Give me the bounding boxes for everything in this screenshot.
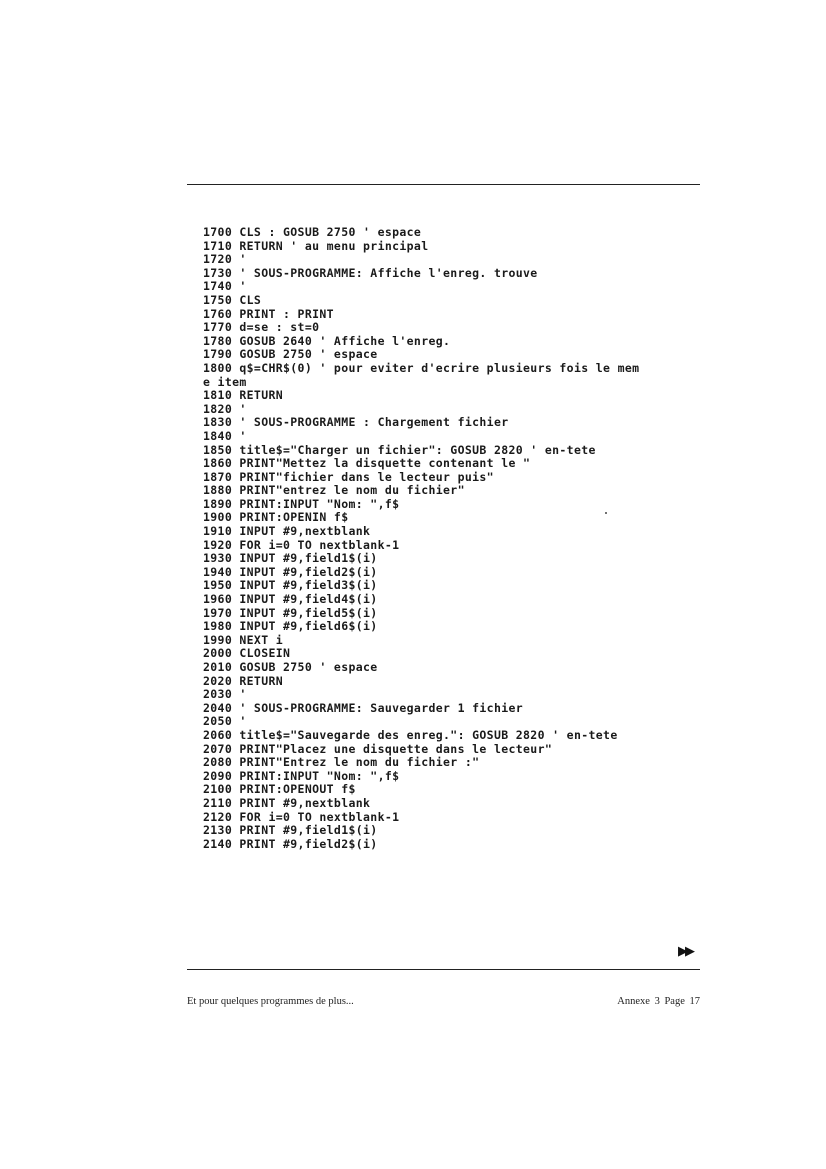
scan-speck [605,512,607,514]
footer-page-number: Annexe 3 Page 17 [617,996,700,1007]
top-rule [187,184,700,185]
code-line: 2100 PRINT:OPENOUT f$ [203,782,356,797]
code-line: 2120 FOR i=0 TO nextblank-1 [203,809,400,824]
code-line: 1900 PRINT:OPENIN f$ [203,510,349,525]
continue-arrows-icon: ▶▶ [678,944,692,959]
code-line: 1820 ' [203,401,247,416]
code-line: 1980 INPUT #9,field6$(i) [203,619,378,634]
code-line: 2060 title$="Sauvegarde des enreg.": GOSUB 2820 ' en-tete [203,727,618,742]
code-line: 1860 PRINT"Mettez la disquette contenant le " [203,456,531,471]
code-line: 1920 FOR i=0 TO nextblank-1 [203,537,400,552]
code-line: 1770 d=se : st=0 [203,320,320,335]
code-line: 1850 title$="Charger un fichier": GOSUB 2820 ' en-tete [203,442,596,457]
code-line: 1830 ' SOUS-PROGRAMME : Chargement fichier [203,415,509,430]
code-line: 1960 INPUT #9,field4$(i) [203,592,378,607]
code-line: 1760 PRINT : PRINT [203,306,334,321]
code-line: 2030 ' [203,687,247,702]
code-line: 2130 PRINT #9,field1$(i) [203,823,378,838]
code-line: 1740 ' [203,279,247,294]
code-line: 1710 RETURN ' au menu principal [203,238,429,253]
code-line: 1970 INPUT #9,field5$(i) [203,605,378,620]
code-line: e item [203,374,247,389]
code-line: 1800 q$=CHR$(0) ' pour eviter d'ecrire plusieurs fois le mem [203,360,640,375]
code-line: 2040 ' SOUS-PROGRAMME: Sauvegarder 1 fichier [203,700,524,715]
basic-code-listing [203,226,703,851]
code-line: 2010 GOSUB 2750 ' espace [203,660,378,674]
code-line: 2110 PRINT #9,nextblank [203,795,371,810]
code-line: 1870 PRINT"fichier dans le lecteur puis" [203,469,494,484]
code-line: 1780 GOSUB 2640 ' Affiche l'enreg. [203,333,451,348]
bottom-rule [187,969,700,970]
code-line: 1880 PRINT"entrez le nom du fichier" [203,483,465,498]
code-line: 2070 PRINT"Placez une disquette dans le lecteur" [203,741,553,756]
code-line: 1950 INPUT #9,field3$(i) [203,578,378,593]
code-line: 2020 RETURN [203,673,284,688]
code-line: 2080 PRINT"Entrez le nom du fichier :" [203,755,480,770]
code-line: 1910 INPUT #9,nextblank [203,524,371,539]
code-line: 2000 CLOSEIN [203,646,291,661]
footer-book-title: Et pour quelques programmes de plus... [187,996,354,1007]
code-line: 1930 INPUT #9,field1$(i) [203,551,378,566]
code-line: 1840 ' [203,428,247,443]
code-line: 1890 PRINT:INPUT "Nom: ",f$ [203,496,400,511]
code-line: 2090 PRINT:INPUT "Nom: ",f$ [203,768,400,783]
code-line: 1750 CLS [203,292,262,307]
code-line: 2140 PRINT #9,field2$(i) [203,836,378,851]
code-line: 1940 INPUT #9,field2$(i) [203,564,378,579]
code-line: 1700 CLS : GOSUB 2750 ' espace [203,225,422,239]
code-line: 1730 ' SOUS-PROGRAMME: Affiche l'enreg. trouve [203,265,538,280]
code-line: 1810 RETURN [203,388,284,403]
code-line: 1790 GOSUB 2750 ' espace [203,347,378,362]
code-line: 1990 NEXT i [203,632,284,647]
code-line: 1720 ' [203,252,247,267]
code-line: 2050 ' [203,714,247,729]
